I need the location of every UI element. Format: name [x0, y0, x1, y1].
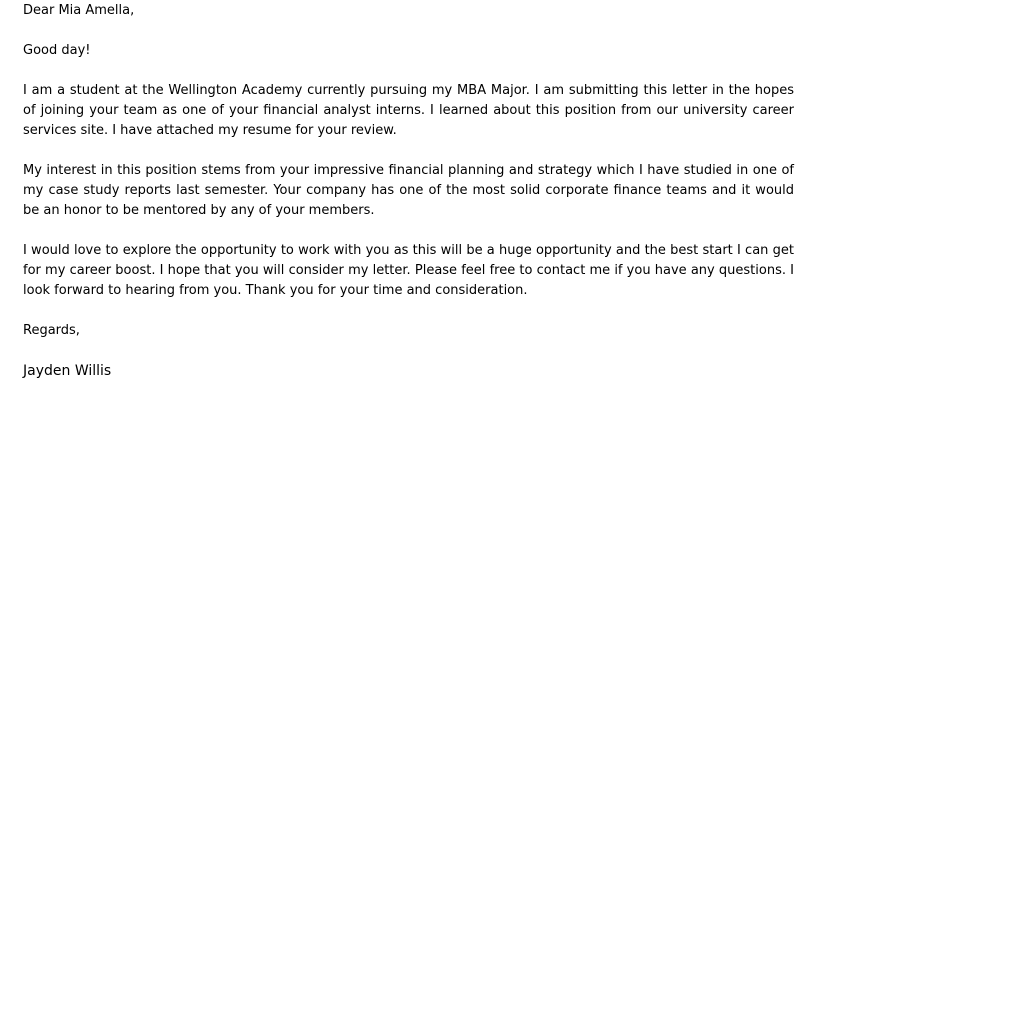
- paragraph-interest: My interest in this position stems from your impressive financial planning and strategy which I have studied in one of my case study reports last semester. Your company has one of the most solid corporate finance teams and it would be an honor to be mentored by any of your members.: [23, 163, 794, 218]
- paragraph-closing: I would love to explore the opportunity to work with you as this will be a huge opportunity and the best start I can get for my career boost. I hope that you will consider my letter. Please feel free to contact me if you have any questions. I look forward to hearing from you. Thank you for your time and consideration.: [23, 243, 794, 298]
- letter-body: [23, 1, 794, 381]
- greeting: Good day!: [23, 43, 91, 58]
- salutation: Dear Mia Amella,: [23, 3, 135, 18]
- signature-name: Jayden Willis: [23, 363, 112, 379]
- paragraph-intro: I am a student at the Wellington Academy currently pursuing my MBA Major. I am submitting this letter in the hopes of joining your team as one of your financial analyst interns. I learned about this position from our university career services site. I have attached my resume for your review.: [23, 83, 794, 138]
- closing: Regards,: [23, 323, 80, 338]
